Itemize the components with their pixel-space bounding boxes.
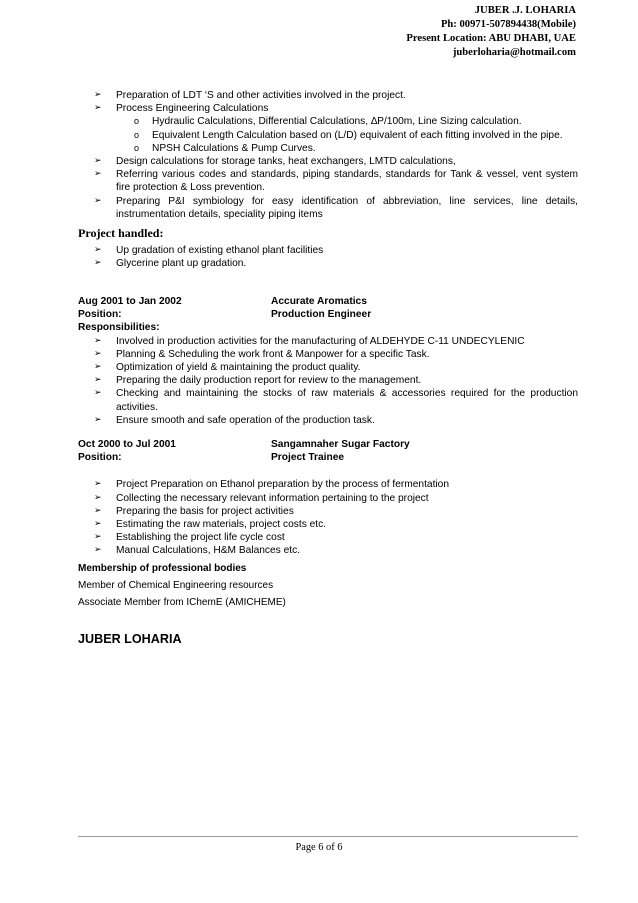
job-dates-row: [78, 438, 578, 451]
header-email: juberloharia@hotmail.com: [452, 47, 576, 58]
list-item: ➢ Estimating the raw materials, project costs etc.: [78, 518, 578, 531]
list-item: ➢ Project Preparation on Ethanol preparation by the process of fermentation: [78, 478, 578, 491]
position-label: Position:: [78, 309, 122, 321]
sub-list-item: o NPSH Calculations & Pump Curves.: [114, 142, 578, 155]
projects-section: [78, 227, 578, 271]
calculation-sublist: [78, 115, 578, 155]
list-item: ➢ Referring various codes and standards, piping standards, standards for Tank & vessel, vent system fire protection & Loss prevention.: [78, 168, 578, 194]
header-phone: Ph: 00971-507894438(Mobile): [440, 19, 576, 30]
header-name: JUBER .J. LOHARIA: [474, 5, 576, 16]
responsibility-list-continued: [78, 89, 578, 221]
list-item: ➢ Design calculations for storage tanks, heat exchangers, LMTD calculations,: [78, 155, 578, 168]
membership-heading: Membership of professional bodies: [78, 563, 247, 574]
job-company: Sangamnaher Sugar Factory: [271, 439, 410, 450]
signature-name: JUBER LOHARIA: [78, 632, 182, 646]
job-dates: Oct 2000 to Jul 2001: [78, 439, 176, 450]
sub-list-item: o Equivalent Length Calculation based on (L/D) equivalent of each fitting involved in the pipe.: [114, 129, 578, 142]
membership-line: Member of Chemical Engineering resources: [78, 580, 274, 591]
job-accurate-aromatics: [78, 295, 578, 427]
membership-line: Associate Member from IChemE (AMICHEME): [78, 597, 286, 608]
responsibilities-label: Responsibilities:: [78, 322, 160, 334]
list-item: ➢ Preparing the daily production report for review to the management.: [78, 374, 578, 387]
list-item: ➢ Preparing P&I symbiology for easy identification of abbreviation, line services, line details, instrumentation details, speciality piping items: [78, 195, 578, 221]
job-position: Production Engineer: [271, 309, 372, 321]
job-position-row: [78, 451, 578, 464]
list-item: ➢ Ensure smooth and safe operation of the production task.: [78, 414, 578, 427]
job-dates: Aug 2001 to Jan 2002: [78, 296, 182, 307]
list-item: ➢ Collecting the necessary relevant information pertaining to the project: [78, 492, 578, 505]
list-item: ➢ Manual Calculations, H&M Balances etc.: [78, 544, 578, 557]
job-position-row: [78, 308, 578, 321]
list-item: ➢ Checking and maintaining the stocks of raw materials & accessories required for the production activities.: [78, 387, 578, 413]
list-item: ➢ Preparing the basis for project activities: [78, 505, 578, 518]
list-item: ➢ Process Engineering Calculations: [78, 102, 578, 115]
job-position: Project Trainee: [271, 452, 345, 464]
list-item: ➢ Up gradation of existing ethanol plant facilities: [78, 244, 578, 257]
projects-heading: Project handled:: [78, 226, 164, 240]
footer-divider: [78, 836, 578, 837]
job-company: Accurate Aromatics: [271, 296, 367, 307]
membership-section: [78, 560, 578, 611]
list-item: ➢ Glycerine plant up gradation.: [78, 257, 578, 270]
page-number: Page 6 of 6: [295, 842, 343, 853]
list-item: ➢ Optimization of yield & maintaining the product quality.: [78, 361, 578, 374]
position-label: Position:: [78, 452, 122, 464]
resume-header: [406, 4, 576, 60]
sub-list-item: o Hydraulic Calculations, Differential Calculations, ∆P/100m, Line Sizing calculation.: [114, 115, 578, 128]
header-location: Present Location: ABU DHABI, UAE: [406, 33, 576, 44]
list-item: ➢ Planning & Scheduling the work front & Manpower for a specific Task.: [78, 348, 578, 361]
list-item: ➢ Involved in production activities for the manufacturing of ALDEHYDE C-11 UNDECYLENIC: [78, 335, 578, 348]
list-item: ➢ Preparation of LDT ‘S and other activities involved in the project.: [78, 89, 578, 102]
job-dates-row: [78, 295, 578, 308]
list-item: ➢ Establishing the project life cycle cost: [78, 531, 578, 544]
job-sangamnaher-sugar: [78, 438, 578, 558]
